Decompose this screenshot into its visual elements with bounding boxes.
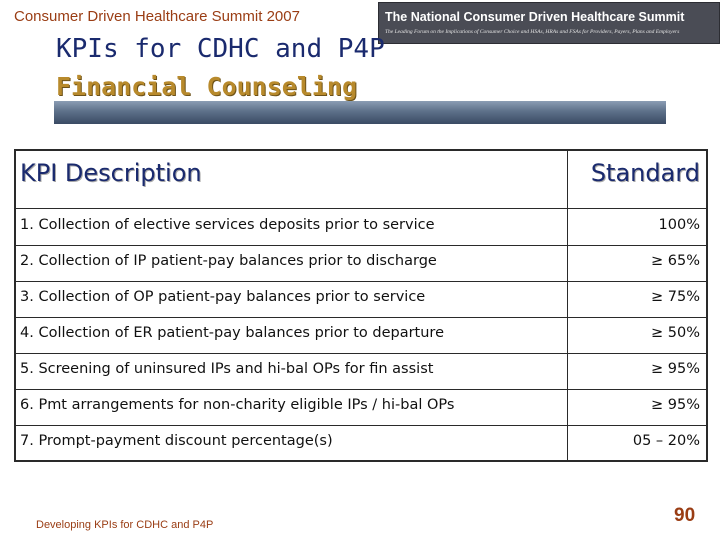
- kpi-standard-4: ≥ 50%: [651, 325, 700, 341]
- footer-text: Developing KPIs for CDHC and P4P: [36, 519, 214, 531]
- row-divider: [16, 281, 706, 282]
- kpi-description-1: 1. Collection of elective services deposits prior to service: [20, 217, 435, 233]
- kpi-standard-3: ≥ 75%: [651, 289, 700, 305]
- kpi-description-7: 7. Prompt-payment discount percentage(s): [20, 433, 333, 449]
- column-header-standard: Standard: [590, 159, 700, 187]
- title-underline-bar: [54, 101, 666, 124]
- kpi-standard-7: 05 – 20%: [632, 433, 700, 449]
- row-divider: [16, 389, 706, 390]
- header-divider: [16, 208, 706, 209]
- summit-banner-logo: [378, 2, 720, 44]
- kpi-table: [14, 149, 708, 462]
- column-header-description: KPI Description: [20, 159, 202, 187]
- row-divider: [16, 425, 706, 426]
- event-name: Consumer Driven Healthcare Summit 2007: [14, 8, 300, 25]
- kpi-description-3: 3. Collection of OP patient-pay balances prior to service: [20, 289, 426, 305]
- row-divider: [16, 245, 706, 246]
- kpi-standard-6: ≥ 95%: [651, 397, 700, 413]
- page-number: 90: [674, 505, 696, 526]
- row-divider: [16, 353, 706, 354]
- kpi-description-6: 6. Pmt arrangements for non-charity eligible IPs / hi-bal OPs: [20, 397, 455, 413]
- banner-title: The National Consumer Driven Healthcare Summit: [385, 10, 685, 24]
- slide-title: KPIs for CDHC and P4P: [56, 34, 385, 64]
- kpi-description-5: 5. Screening of uninsured IPs and hi-bal OPs for fin assist: [20, 361, 434, 377]
- kpi-standard-2: ≥ 65%: [651, 253, 700, 269]
- kpi-standard-5: ≥ 95%: [651, 361, 700, 377]
- banner-tagline: The Leading Forum on the Implications of Consumer Choice and HSAs, HRAs and FSAs for Providers, Payers, Plans and Employers: [385, 29, 680, 35]
- row-divider: [16, 317, 706, 318]
- column-divider: [567, 151, 568, 460]
- kpi-description-4: 4. Collection of ER patient-pay balances prior to departure: [20, 325, 444, 341]
- slide-subtitle: Financial Counseling: [56, 72, 358, 101]
- kpi-description-2: 2. Collection of IP patient-pay balances prior to discharge: [20, 253, 437, 269]
- kpi-standard-1: 100%: [658, 217, 700, 233]
